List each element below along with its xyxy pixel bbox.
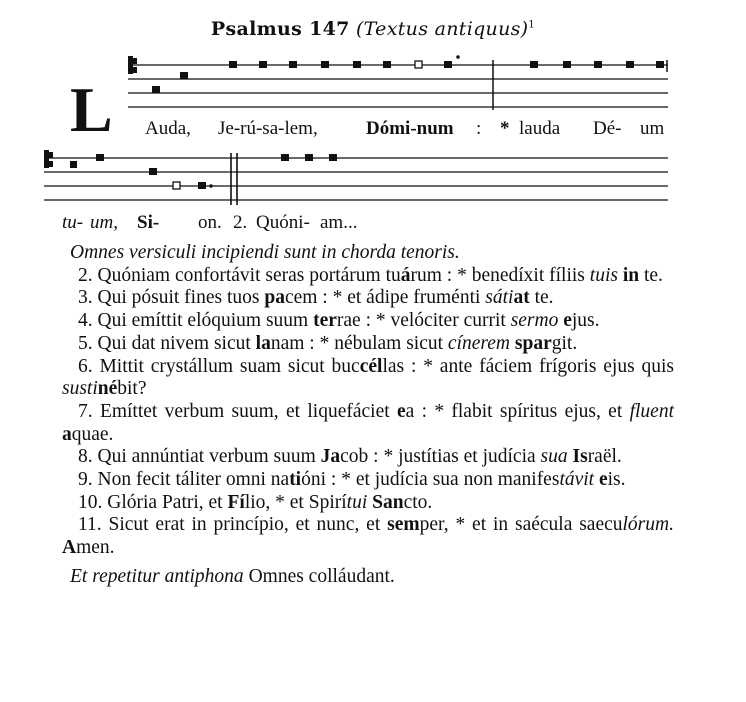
footnote-mark: 1 (528, 19, 536, 31)
verse: 6. Mittit crystállum suam sicut buccéllas : * ante fáciem frígoris ejus quis sustinébit? (62, 355, 674, 400)
initial-letter: L (70, 74, 113, 145)
verse: 3. Qui pósuit fines tuos pacem : * et ádipe fruménti sátiat te. (78, 287, 554, 309)
psalm-text (62, 242, 674, 589)
verse: 4. Qui emíttit elóquium suum terrae : * velóciter currit sermo ejus. (78, 310, 600, 332)
chant-lyrics-line-1 (0, 118, 746, 144)
psalm-subtitle: (Textus antiquus) (355, 18, 529, 40)
syllable: : (476, 118, 482, 139)
verse-list (62, 265, 674, 560)
syllable: lauda (519, 118, 561, 139)
syllable: Je-rú-sa-lem, (218, 118, 318, 139)
psalm-title: Psalmus 147 (210, 18, 350, 40)
verse: 8. Qui annúntiat verbum suum Jacob : * justítias et judícia sua Israël. (78, 446, 622, 468)
verse: 10. Glória Patri, et Fílio, * et Spirítui Sancto. (78, 491, 433, 513)
syllable: Dé- (593, 118, 622, 139)
syllable: tu- (62, 212, 84, 233)
syllable: Dómi-num (366, 118, 454, 139)
do-clef-2 (44, 150, 49, 168)
syllable: um, (90, 212, 118, 233)
syllable: on. (198, 212, 222, 233)
do-clef-1 (128, 56, 133, 74)
syllable: Auda, (145, 118, 191, 139)
syllable: am... (320, 212, 358, 233)
chant-lyrics-line-2 (0, 212, 746, 238)
verse: 5. Qui dat nivem sicut lanam : * nébulam sicut cínerem spargit. (78, 332, 578, 354)
rubric: Omnes versiculi incipiendi sunt in chorda tenoris. (70, 242, 460, 263)
syllable: Si- (137, 212, 160, 233)
syllable: Quóni- (256, 212, 310, 233)
verse: 11. Sicut erat in princípio, et nunc, et semper, * et in saécula saeculórum. Amen. (62, 514, 674, 559)
asterisk: * (500, 118, 510, 139)
verse: 9. Non fecit táliter omni natióni : * et judícia sua non manifestávit eis. (78, 469, 626, 491)
verse: 7. Emíttet verbum suum, et liquefáciet ea : * flabit spíritus ejus, et fluent aquae. (62, 400, 674, 445)
verse: 2. Quóniam confortávit seras portárum tuárum : * benedíxit fíliis tuis in te. (78, 264, 663, 286)
syllable: um (640, 118, 665, 139)
verse-number: 2. (233, 212, 248, 233)
closing-rubric: Et repetitur antiphona Omnes colláudant. (70, 565, 395, 587)
